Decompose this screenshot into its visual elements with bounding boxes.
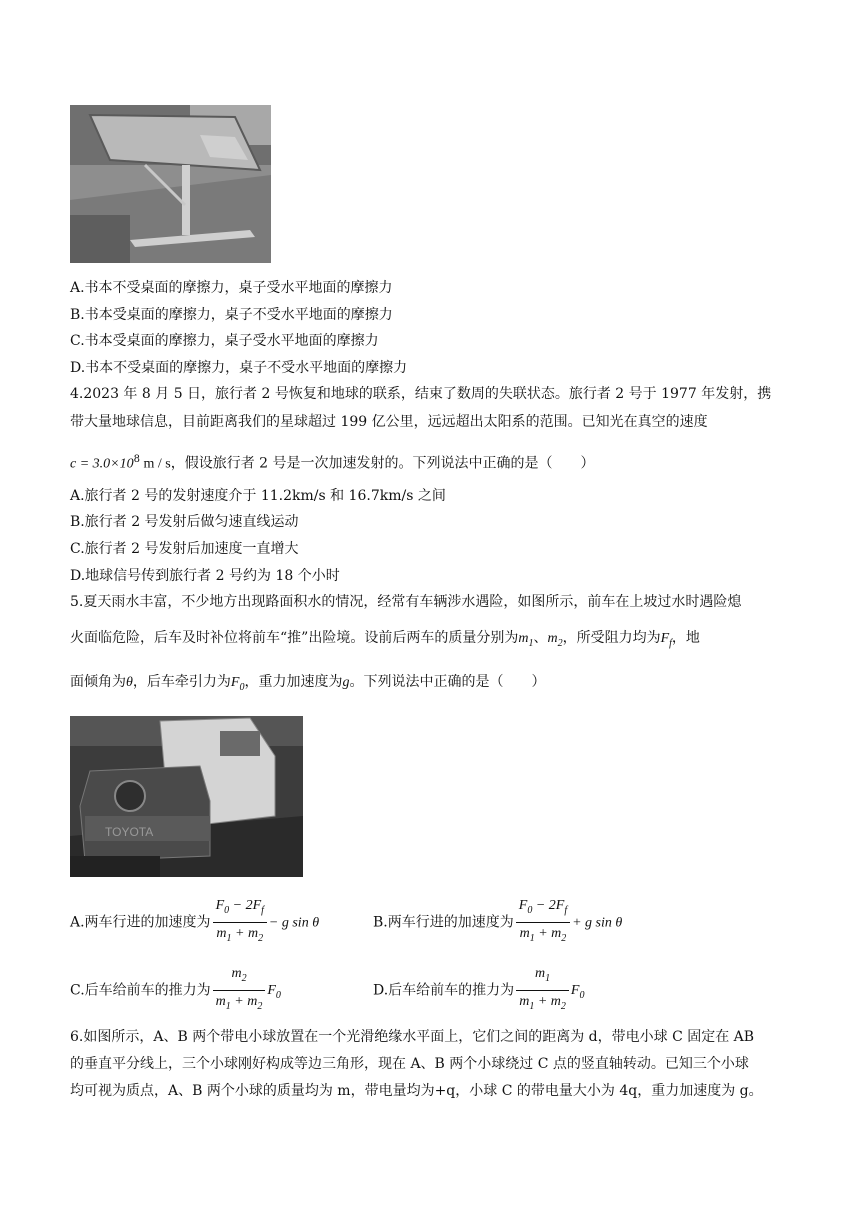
q5-option-a: A.两车行进的加速度为 $\frac{F_0 - 2F_f}{m_1 + m_2}$ − g sin θ xyxy=(70,897,319,948)
acc-fraction-b: $\frac{F_0 - 2F_f}{m_1 + m_2}$ xyxy=(516,897,570,948)
cars-photo xyxy=(70,716,303,877)
cars-photo-drawing xyxy=(70,716,303,877)
q5-stem-line2-d: ，地 xyxy=(671,630,700,646)
gravity-g: g xyxy=(342,675,350,690)
light-speed-formula: c = 3.0×10 xyxy=(70,456,134,472)
q5-option-b-label: B.两车行进的加速度为 xyxy=(373,914,514,931)
q5-option-b: B.两车行进的加速度为 $\frac{F_0 - 2F_f}{m_1 + m_2}$ + g sin θ xyxy=(373,897,622,948)
q5-stem-line3 xyxy=(70,672,545,698)
q5-stem-line2-a: 火面临危险，后车及时补位将前车“推”出险境。设前后两车的质量分别为 xyxy=(70,630,519,646)
q4-stem-line2: 带大量地球信息，目前距离我们的星球超过 199 亿公里，远远超出太阳系的范围。已知光在真空的速度 xyxy=(70,414,708,430)
push-fraction-d: $\frac{m_1}{m_1 + m_2}$ xyxy=(516,965,569,1016)
q5-option-d-label: D.后车给前车的推力为 xyxy=(373,982,515,999)
angle-theta: θ xyxy=(126,675,133,690)
q3-option-b: B.书本受桌面的摩擦力，桌子不受水平地面的摩擦力 xyxy=(70,307,393,323)
light-speed-exponent: 8 xyxy=(133,454,140,465)
toyota-lettering: TOYOTA xyxy=(105,825,154,839)
q5-stem-line2-c: ，所受阻力均为 xyxy=(562,630,661,646)
q5-stem-line3-c: ，重力加速度为 xyxy=(244,674,343,690)
light-speed-unit: m / s xyxy=(139,456,171,472)
q3-option-c: C.书本受桌面的摩擦力，桌子受水平地面的摩擦力 xyxy=(70,333,379,349)
mass-m1: $m_1$ xyxy=(518,631,534,649)
traction-f0: $F_0$ xyxy=(230,675,245,693)
q4-stem-line1: 4.2023 年 8 月 5 日，旅行者 2 号恢复和地球的联系，结束了数周的失联状态。旅行者 2 号于 1977 年发射，携 xyxy=(70,386,772,402)
q4-stem-line3 xyxy=(70,450,595,475)
resistance-ff: $F_f$ xyxy=(660,631,672,649)
q5-option-a-label: A.两车行进的加速度为 xyxy=(70,914,211,931)
q5-stem-line2 xyxy=(70,628,700,654)
q5-stem-line2-b: 、 xyxy=(533,630,548,646)
q4-stem-line3-text: ，假设旅行者 2 号是一次加速发射的。下列说法中正确的是（ ） xyxy=(170,455,595,472)
q5-stem-line3-b: ，后车牵引力为 xyxy=(132,674,231,690)
acc-fraction-a: $\frac{F_0 - 2F_f}{m_1 + m_2}$ xyxy=(213,897,267,948)
desk-photo-drawing xyxy=(70,105,271,263)
q6-stem-line3: 均可视为质点，A、B 两个小球的质量均为 m，带电量均为+q，小球 C 的带电量大小为 4q，重力加速度为 g。 xyxy=(70,1083,763,1099)
q4-option-b: B.旅行者 2 号发射后做匀速直线运动 xyxy=(70,514,299,530)
q5-option-c: C.后车给前车的推力为 $\frac{m_2}{m_1 + m_2}$ $F_0$ xyxy=(70,965,281,1016)
desk-photo xyxy=(70,105,271,263)
q4-option-c: C.旅行者 2 号发射后加速度一直增大 xyxy=(70,541,299,557)
q6-stem-line1: 6.如图所示，A、B 两个带电小球放置在一个光滑绝缘水平面上，它们之间的距离为 d，带电小球 C 固定在 AB xyxy=(70,1029,755,1045)
q4-option-a: A.旅行者 2 号的发射速度介于 11.2km/s 和 16.7km/s 之间 xyxy=(70,488,446,504)
q3-option-a: A.书本不受桌面的摩擦力，桌子受水平地面的摩擦力 xyxy=(70,280,393,296)
q4-option-d: D.地球信号传到旅行者 2 号约为 18 个小时 xyxy=(70,568,340,584)
q5-stem-line1: 5.夏天雨水丰富，不少地方出现路面积水的情况，经常有车辆涉水遇险，如图所示，前车在上坡过水时遇险熄 xyxy=(70,594,742,610)
q5-option-d: D.后车给前车的推力为 $\frac{m_1}{m_1 + m_2}$ $F_0$ xyxy=(373,965,584,1016)
q3-option-d: D.书本不受桌面的摩擦力，桌子不受水平地面的摩擦力 xyxy=(70,360,408,376)
q6-stem-line2: 的垂直平分线上，三个小球刚好构成等边三角形，现在 A、B 两个小球绕过 C 点的竖直轴转动。已知三个小球 xyxy=(70,1056,749,1072)
q5-stem-line3-a: 面倾角为 xyxy=(70,674,126,690)
q5-stem-line3-d: 。下列说法中正确的是（ ） xyxy=(349,674,546,690)
push-fraction-c: $\frac{m_2}{m_1 + m_2}$ xyxy=(213,965,266,1016)
mass-m2: $m_2$ xyxy=(547,631,563,649)
q5-option-c-label: C.后车给前车的推力为 xyxy=(70,982,211,999)
